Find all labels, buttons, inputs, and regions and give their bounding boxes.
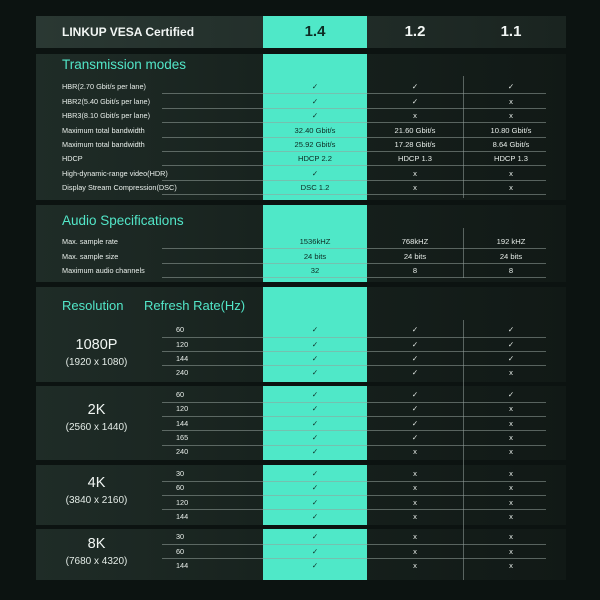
resolution-name: 2K xyxy=(87,402,106,418)
value-1-2: ✓ xyxy=(411,418,419,428)
row-label: High-dynamic-range video(HDR) xyxy=(62,168,168,178)
value-1-1: x xyxy=(509,367,513,377)
table-title: LINKUP VESA Certified xyxy=(62,25,195,39)
refresh-row xyxy=(0,559,600,573)
value-1-4: 24 bits xyxy=(303,251,327,261)
row-label: HBR3(8.10 Gbit/s per lane) xyxy=(62,111,151,120)
refresh-rate-value: 144 xyxy=(176,560,189,570)
value-1-2: 768kHZ xyxy=(401,237,429,246)
refresh-rate-value: 60 xyxy=(176,546,185,556)
row-label: Display Stream Compression(DSC) xyxy=(62,182,177,192)
refresh-rate-value: 240 xyxy=(176,367,189,377)
refresh-row xyxy=(0,417,600,431)
value-1-2: ✓ xyxy=(411,82,419,91)
refresh-rate-value: 120 xyxy=(176,404,189,413)
value-1-4: 1536kHZ xyxy=(299,237,331,246)
refresh-row xyxy=(0,402,600,416)
refresh-row xyxy=(0,366,600,380)
value-1-4: ✓ xyxy=(311,325,319,334)
refresh-rate-value: 144 xyxy=(176,418,189,428)
refresh-row xyxy=(0,352,600,366)
value-1-2: x xyxy=(413,483,417,492)
value-1-1: ✓ xyxy=(507,390,515,399)
row-label: HBR(2.70 Gbit/s per lane) xyxy=(62,82,146,91)
value-1-2: ✓ xyxy=(411,325,419,334)
value-1-1: x xyxy=(509,511,513,521)
value-1-1: x xyxy=(509,404,513,413)
refresh-rate-value: 60 xyxy=(176,483,185,492)
refresh-rate-value: 60 xyxy=(176,325,185,334)
value-1-2: 17.28 Gbit/s xyxy=(394,140,436,149)
column-header-1-1: 1.1 xyxy=(500,23,522,40)
value-1-1: x xyxy=(509,111,513,120)
row-label: HDCP xyxy=(62,154,83,163)
refresh-rate-value: 144 xyxy=(176,511,189,521)
refresh-rate-value: 144 xyxy=(176,353,189,363)
value-1-2: x xyxy=(413,532,417,541)
value-1-2: x xyxy=(413,497,417,507)
value-1-4: DSC 1.2 xyxy=(300,182,330,192)
value-1-4: ✓ xyxy=(311,546,319,556)
value-1-4: ✓ xyxy=(311,511,319,521)
value-1-1: x xyxy=(509,532,513,541)
value-1-1: x xyxy=(509,418,513,428)
value-1-2: ✓ xyxy=(411,390,419,399)
refresh-row xyxy=(0,545,600,559)
refresh-row xyxy=(0,445,600,459)
resolution-name: 1080P xyxy=(75,337,118,353)
value-1-1: x xyxy=(509,497,513,507)
value-1-4: 32 xyxy=(310,265,320,275)
value-1-4: ✓ xyxy=(311,418,319,428)
value-1-2: ✓ xyxy=(411,404,419,413)
value-1-2: x xyxy=(413,511,417,521)
value-1-1: HDCP 1.3 xyxy=(493,154,529,163)
refresh-row xyxy=(0,323,600,337)
value-1-1: 192 kHZ xyxy=(496,237,526,246)
refresh-rate-value: 120 xyxy=(176,497,189,507)
row-label: Max. sample size xyxy=(62,251,119,261)
refresh-rate-value: 30 xyxy=(176,532,185,541)
value-1-2: x xyxy=(413,111,417,120)
transmission-section-title: Transmission modes xyxy=(62,57,187,72)
refresh-row xyxy=(0,467,600,481)
value-1-1: 24 bits xyxy=(499,251,523,261)
value-1-1: 10.80 Gbit/s xyxy=(490,125,532,135)
value-1-1: x xyxy=(509,182,513,192)
value-1-2: x xyxy=(413,469,417,478)
value-1-2: ✓ xyxy=(411,96,419,106)
row-label: Maximum total bandwidth xyxy=(62,140,145,149)
resolution-dimensions: (1920 x 1080) xyxy=(65,357,128,368)
value-1-1: ✓ xyxy=(507,353,515,363)
refresh-rate-value: 240 xyxy=(176,447,189,456)
resolution-column-header: Resolution xyxy=(62,298,124,313)
row-label: HBR2(5.40 Gbit/s per lane) xyxy=(62,96,151,106)
resolution-name: 4K xyxy=(87,475,106,491)
value-1-1: ✓ xyxy=(507,325,515,334)
value-1-4: ✓ xyxy=(311,82,319,91)
value-1-2: x xyxy=(413,546,417,556)
row-divider xyxy=(162,194,546,195)
value-1-1: x xyxy=(509,447,513,456)
value-1-2: x xyxy=(413,168,417,178)
value-1-4: ✓ xyxy=(311,353,319,363)
value-1-4: ✓ xyxy=(311,111,319,120)
value-1-4: ✓ xyxy=(311,339,319,349)
value-1-2: ✓ xyxy=(411,433,419,442)
row-label: Maximum total bandwidth xyxy=(62,125,145,135)
value-1-2: ✓ xyxy=(411,339,419,349)
refresh-rate-column-header: Refresh Rate(Hz) xyxy=(144,298,246,313)
resolution-dimensions: (3840 x 2160) xyxy=(65,495,128,506)
value-1-2: 21.60 Gbit/s xyxy=(394,125,436,135)
value-1-4: ✓ xyxy=(311,447,319,456)
resolution-dimensions: (7680 x 4320) xyxy=(65,556,128,567)
value-1-4: ✓ xyxy=(311,469,319,478)
refresh-row xyxy=(0,530,600,544)
value-1-4: ✓ xyxy=(311,560,319,570)
value-1-2: 24 bits xyxy=(403,251,427,261)
refresh-rate-value: 30 xyxy=(176,469,185,478)
value-1-4: ✓ xyxy=(311,367,319,377)
resolution-dimensions: (2560 x 1440) xyxy=(65,422,128,433)
refresh-row xyxy=(0,510,600,524)
value-1-1: x xyxy=(509,96,513,106)
value-1-4: ✓ xyxy=(311,433,319,442)
value-1-4: HDCP 2.2 xyxy=(297,154,333,163)
row-label: Maximum audio channels xyxy=(62,265,145,275)
refresh-row xyxy=(0,388,600,402)
refresh-rate-value: 165 xyxy=(176,433,189,442)
value-1-1: ✓ xyxy=(507,339,515,349)
value-1-4: ✓ xyxy=(311,390,319,399)
resolution-name: 8K xyxy=(87,536,106,552)
value-1-2: ✓ xyxy=(411,353,419,363)
value-1-1: x xyxy=(509,546,513,556)
value-1-2: HDCP 1.3 xyxy=(397,154,433,163)
refresh-rate-value: 60 xyxy=(176,390,185,399)
value-1-4: ✓ xyxy=(311,404,319,413)
value-1-2: 8 xyxy=(412,265,418,275)
value-1-4: 32.40 Gbit/s xyxy=(294,125,336,135)
refresh-row xyxy=(0,496,600,510)
refresh-row xyxy=(0,481,600,495)
value-1-4: ✓ xyxy=(311,168,319,178)
audio-section-title: Audio Specifications xyxy=(62,213,184,228)
refresh-rate-value: 120 xyxy=(176,339,189,349)
row-divider xyxy=(162,277,546,278)
column-header-1-2: 1.2 xyxy=(404,23,426,40)
value-1-4: ✓ xyxy=(311,483,319,492)
refresh-row xyxy=(0,431,600,445)
value-1-1: ✓ xyxy=(507,82,515,91)
value-1-2: x xyxy=(413,447,417,456)
value-1-4: ✓ xyxy=(311,497,319,507)
value-1-2: ✓ xyxy=(411,367,419,377)
refresh-row xyxy=(0,338,600,352)
value-1-1: x xyxy=(509,483,513,492)
value-1-2: x xyxy=(413,182,417,192)
value-1-4: ✓ xyxy=(311,532,319,541)
value-1-2: x xyxy=(413,560,417,570)
value-1-1: 8 xyxy=(508,265,514,275)
value-1-1: 8.64 Gbit/s xyxy=(492,140,530,149)
value-1-4: ✓ xyxy=(311,96,319,106)
column-header-1-4: 1.4 xyxy=(304,23,326,40)
value-1-4: 25.92 Gbit/s xyxy=(294,140,336,149)
row-label: Max. sample rate xyxy=(62,237,118,246)
value-1-1: x xyxy=(509,469,513,478)
value-1-1: x xyxy=(509,168,513,178)
value-1-1: x xyxy=(509,560,513,570)
value-1-1: x xyxy=(509,433,513,442)
